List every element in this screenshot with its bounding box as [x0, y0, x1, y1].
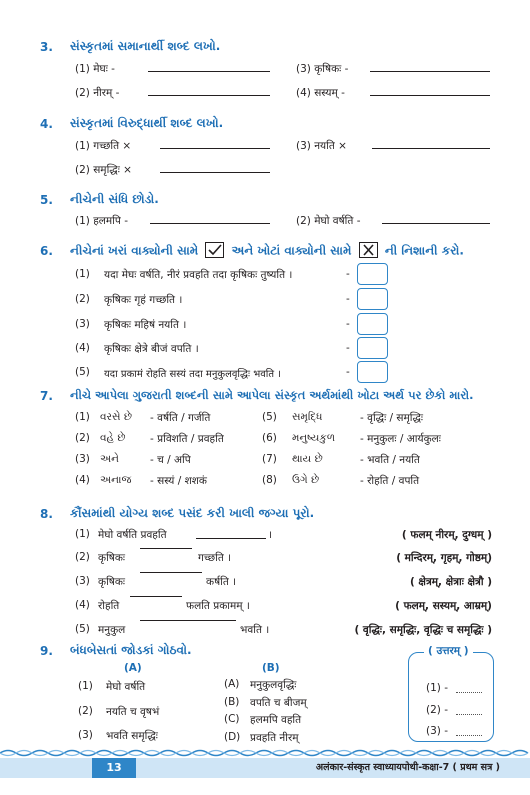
q9-a-1-text: मेघो वर्षति	[106, 681, 146, 693]
q8-item-4-opts: ( फलम्, सस्यम्, आम्रम्)	[395, 600, 492, 612]
q3-item-2: (2) नीरम् -	[75, 87, 120, 99]
q8-item-3-opts: ( क्षेत्रम्, क्षेत्राः क्षेत्रौ )	[409, 576, 492, 588]
q7-right-7-word: થાય છે	[292, 453, 323, 465]
q6-item-1-text: यदा मेघः वर्षति, नीरं प्रवहति तदा कृषिकः तुष्यति ।	[104, 269, 293, 281]
q9-answer-3-label: (3) -	[426, 725, 448, 737]
q9-answer-head: ( उत्तरम् )	[424, 644, 473, 658]
q3-title: સંસ્કૃતમાં સમાનાર્થી શબ્દ લખો.	[70, 39, 221, 53]
q3-item-3: (3) कृषिकः -	[296, 63, 349, 75]
q8-blank-2[interactable]	[140, 548, 192, 549]
q9-answer-frame	[408, 652, 494, 742]
q8-item-1-pre: मेघो वर्षति प्रवहति	[98, 529, 167, 541]
q3-item-1: (1) मेघः -	[75, 63, 115, 75]
q4-title: સંસ્કૃતમાં વિરુદ્ધાર્થી શબ્દ લખો.	[70, 116, 224, 130]
q7-right-7-num: (7)	[262, 453, 277, 465]
q5-item-2: (2) मेघो वर्षति -	[296, 215, 361, 227]
q9-answer-1-label: (1) -	[426, 682, 448, 694]
q8-number: 8.	[40, 507, 53, 521]
q7-right-5-opts: - वृद्धिः / समृद्धिः	[360, 412, 424, 424]
q9-b-b-text: वपति च बीजम्	[250, 697, 307, 709]
q9-a-2-num: (2)	[78, 705, 93, 717]
q8-item-5-post: भवति ।	[240, 624, 270, 636]
q7-left-3-opts: - च / अपि	[150, 454, 191, 466]
q9-b-d-text: प्रवहति नीरम्	[250, 732, 299, 744]
q7-right-8-opts: - रोहति / वपति	[360, 475, 420, 487]
q9-b-a-num: (A)	[224, 678, 240, 690]
q6-item-3-num: (3)	[75, 318, 90, 330]
q6-answer-box-3[interactable]	[357, 313, 388, 335]
q8-item-2-opts: ( मन्दिरम्, गृहम्, गोष्ठम्)	[396, 552, 492, 564]
q9-col-a-head: (A)	[124, 662, 142, 674]
q4-item-1: (1) गच्छति ×	[75, 140, 132, 152]
q9-b-d-num: (D)	[224, 731, 241, 743]
q8-item-1-opts: ( फलम् नीरम्, दुग्धम् )	[401, 529, 492, 541]
q4-item-2: (2) समृद्धिः ×	[75, 164, 132, 176]
q7-left-2-word: વહે છે	[100, 432, 126, 444]
q3-answer-line-2[interactable]	[148, 95, 270, 96]
q8-item-3-post: कर्षति ।	[206, 576, 237, 588]
q9-a-3-text: भवति समृद्धिः	[106, 730, 158, 742]
q6-item-4-dash: -	[346, 342, 350, 354]
page-number: 13	[92, 758, 136, 778]
q9-answer-1-blank[interactable]	[456, 692, 482, 693]
q5-answer-line-2[interactable]	[382, 223, 490, 224]
q9-answer-2-label: (2) -	[426, 704, 448, 716]
q7-right-8-num: (8)	[262, 474, 277, 486]
q6-answer-box-4[interactable]	[357, 337, 388, 359]
q9-b-a-text: मनुकुलवृद्धिः	[250, 679, 297, 691]
q6-title-part3: ની નિશાની કરો.	[384, 243, 464, 258]
q8-title: કૌંસમાંથી યોગ્ય શબ્દ પસંદ કરી ખાલી જગ્યા પૂરો.	[70, 506, 315, 520]
q9-a-3-num: (3)	[78, 729, 93, 741]
q7-title: નીચે આપેલા ગુજરાતી શબ્દની સામે આપેલા સંસ્કૃત અર્થમાંથી ખોટા અર્થ પર છેકો મારો.	[70, 388, 474, 402]
q4-number: 4.	[40, 117, 53, 131]
q5-title: નીચેની સંધિ છોડો.	[70, 192, 159, 206]
q5-number: 5.	[40, 193, 53, 207]
q3-answer-line-3[interactable]	[370, 71, 490, 72]
q9-col-b-head: (B)	[262, 662, 280, 674]
q7-left-4-opts: - सस्यं / शशकं	[150, 475, 207, 487]
q6-item-5-dash: -	[346, 366, 350, 378]
q8-item-3-num: (3)	[75, 575, 90, 587]
q8-item-1-num: (1)	[75, 528, 90, 540]
q8-item-5-opts: ( वृद्धिः, समृद्धिः, वृद्धिः च समृद्धिः )	[354, 624, 492, 636]
q7-left-2-num: (2)	[75, 432, 90, 444]
q6-answer-box-5[interactable]	[357, 361, 388, 383]
q7-right-5-num: (5)	[262, 411, 277, 423]
q7-right-6-opts: - मनुकुलः / आर्यकुलः	[360, 433, 441, 445]
q5-item-1: (1) हलमपि -	[75, 215, 128, 227]
q7-left-1-word: વરસે છે	[100, 411, 132, 423]
q3-item-4: (4) सस्यम् -	[296, 87, 345, 99]
q8-item-5-num: (5)	[75, 623, 90, 635]
q9-a-1-num: (1)	[78, 680, 93, 692]
q7-number: 7.	[40, 389, 53, 403]
q6-item-5-text: यदा प्रकामं रोहति सस्यं तदा मनुकुलवृद्धिः भवति ।	[104, 369, 282, 380]
q7-left-4-num: (4)	[75, 474, 90, 486]
q5-answer-line-1[interactable]	[150, 223, 270, 224]
q8-item-4-pre: रोहति	[98, 600, 120, 612]
q6-item-3-text: कृषिकः महिषं नयति ।	[104, 319, 187, 331]
q9-b-c-num: (C)	[224, 713, 240, 725]
q4-item-3: (3) नयति ×	[296, 140, 347, 152]
q4-answer-line-1[interactable]	[160, 148, 270, 149]
q8-item-2-num: (2)	[75, 551, 90, 563]
q8-item-4-post: फलति प्रकामम् ।	[186, 600, 250, 612]
q7-left-4-word: અનાજ	[100, 474, 132, 486]
q8-item-1-post: ।	[268, 529, 272, 541]
book-title: अलंकार-संस्कृत स्वाध्यायपोथी-कक्षा-7 ( प्रथम सत्र )	[315, 762, 500, 773]
q9-answer-2-blank[interactable]	[456, 714, 482, 715]
q8-item-4-num: (4)	[75, 599, 90, 611]
q6-item-4-text: कृषिकः क्षेत्रे बीजं वपति ।	[104, 343, 199, 355]
q4-answer-line-3[interactable]	[372, 148, 490, 149]
q6-item-1-dash: -	[346, 268, 350, 280]
q7-left-3-word: અને	[100, 453, 119, 465]
q7-left-3-num: (3)	[75, 453, 90, 465]
q4-answer-line-2[interactable]	[160, 172, 270, 173]
q3-number: 3.	[40, 40, 53, 54]
q7-right-7-opts: - भवति / नयति	[360, 454, 420, 466]
q8-blank-4[interactable]	[130, 596, 182, 597]
tick-mark-icon	[205, 242, 224, 258]
q6-item-2-dash: -	[346, 293, 350, 305]
q8-blank-5[interactable]	[140, 620, 236, 621]
q6-title-part2: અને ખોટાં વાક્યોની સામે	[231, 243, 352, 258]
q6-item-2-num: (2)	[75, 293, 90, 305]
cross-mark-icon	[359, 242, 378, 258]
q3-answer-line-1[interactable]	[148, 71, 270, 72]
q9-a-2-text: नयति च वृषभं	[106, 706, 160, 718]
q9-b-b-num: (B)	[224, 696, 240, 708]
q7-right-6-num: (6)	[262, 432, 277, 444]
q6-title	[70, 243, 464, 259]
q7-right-5-word: સમૃદ્ધિ	[292, 411, 323, 423]
q7-right-8-word: ઉગે છે	[292, 474, 320, 486]
q7-left-2-opts: - प्रविशति / प्रवहति	[150, 433, 224, 445]
q8-item-5-pre: मनुकुल	[98, 624, 126, 636]
q6-item-5-num: (5)	[75, 366, 90, 378]
q6-item-1-num: (1)	[75, 268, 90, 280]
q6-item-2-text: कृषिकः गृहं गच्छति ।	[104, 294, 183, 306]
q3-answer-line-4[interactable]	[370, 95, 490, 96]
q9-answer-3-blank[interactable]	[456, 735, 482, 736]
q8-blank-3[interactable]	[140, 572, 202, 573]
q6-item-4-num: (4)	[75, 342, 90, 354]
q9-b-c-text: हलमपि वहति	[250, 714, 302, 726]
q7-left-1-num: (1)	[75, 411, 90, 423]
q7-left-1-opts: - वर्षति / गर्जति	[150, 412, 211, 424]
q7-right-6-word: મનુષ્યકુળ	[292, 432, 336, 444]
wave-border-decoration	[0, 748, 530, 758]
q9-number: 9.	[40, 644, 53, 658]
q9-title: બંધબેસતાં જોડકાં ગોઠવો.	[70, 643, 192, 657]
q8-item-2-post: गच्छति ।	[198, 552, 232, 564]
q6-answer-box-1[interactable]	[357, 263, 388, 285]
q6-item-3-dash: -	[346, 318, 350, 330]
q8-blank-1[interactable]	[196, 538, 266, 539]
q6-answer-box-2[interactable]	[357, 288, 388, 310]
q8-item-3-pre: कृषिकः	[98, 576, 126, 588]
q8-item-2-pre: कृषिकः	[98, 552, 126, 564]
q6-number: 6.	[40, 244, 53, 258]
q6-title-part1: નીચેનાં ખરાં વાક્યોની સામે	[70, 243, 199, 258]
